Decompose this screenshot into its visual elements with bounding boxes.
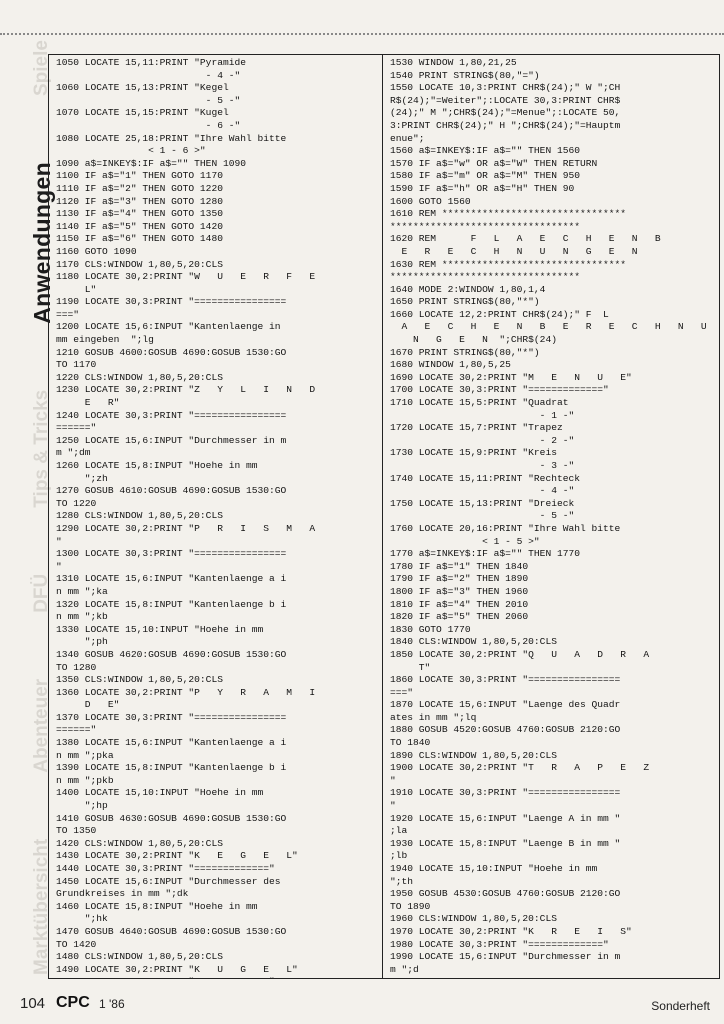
code-line: 1550 LOCATE 10,3:PRINT CHR$(24);" W ";CH xyxy=(390,82,621,94)
code-line: 1940 LOCATE 15,10:INPUT "Hoehe in mm xyxy=(390,863,598,874)
code-line: 1340 GOSUB 4620:GOSUB 4690:GOSUB 1530:GO xyxy=(56,648,287,660)
code-line: 1570 IF a$="w" OR a$="W" THEN RETURN xyxy=(390,157,598,169)
code-line: 1290 LOCATE 30,2:PRINT "P R I S M A xyxy=(56,522,316,534)
code-line: 1830 GOTO 1770 xyxy=(390,623,471,635)
code-line: ===" xyxy=(56,308,80,320)
code-line: 1530 WINDOW 1,80,21,25 xyxy=(390,57,517,68)
code-line: 1480 CLS:WINDOW 1,80,5,20:CLS xyxy=(56,951,223,963)
code-line: " xyxy=(390,800,396,812)
code-line: - 5 -" xyxy=(56,94,241,106)
code-line: TO 1420 xyxy=(56,938,97,950)
code-line: 1160 GOTO 1090 xyxy=(56,245,137,257)
code-line: 1540 PRINT STRING$(80,"=") xyxy=(390,69,540,81)
category-marktuebersicht: Marktübersicht xyxy=(31,838,52,975)
code-line: m ";d xyxy=(390,963,419,975)
code-line: 1110 IF a$="2" THEN GOTO 1220 xyxy=(56,182,223,194)
code-line: " xyxy=(390,774,396,786)
code-line: 1280 CLS:WINDOW 1,80,5,20:CLS xyxy=(56,510,223,522)
code-line: ********************************* xyxy=(390,220,580,232)
code-line: 1710 LOCATE 15,5:PRINT "Quadrat xyxy=(390,397,569,409)
listing-left-column xyxy=(49,55,383,978)
code-line: 1840 CLS:WINDOW 1,80,5,20:CLS xyxy=(390,636,557,648)
code-line: 1750 LOCATE 15,13:PRINT "Dreieck xyxy=(390,497,575,509)
code-line: 1380 LOCATE 15,6:INPUT "Kantenlaenge a i xyxy=(56,737,287,749)
code-line: mm eingeben ";lg xyxy=(56,334,154,346)
code-line: 1490 LOCATE 30,2:PRINT "K U G E L" xyxy=(56,963,298,975)
code-line: 1650 PRINT STRING$(80,"*") xyxy=(390,296,540,308)
code-line: 1190 LOCATE 30,3:PRINT "================ xyxy=(56,296,287,308)
code-line: 1580 IF a$="m" OR a$="M" THEN 950 xyxy=(390,170,580,182)
code-line: TO 1350 xyxy=(56,825,97,837)
code-line: 1730 LOCATE 15,9:PRINT "Kreis xyxy=(390,447,557,459)
basic-program-listing xyxy=(48,54,720,979)
code-line: 1390 LOCATE 15,8:INPUT "Kantenlaenge b i xyxy=(56,762,287,774)
code-line: 1050 LOCATE 15,11:PRINT "Pyramide xyxy=(56,57,246,68)
code-line: 1260 LOCATE 15,8:INPUT "Hoehe in mm xyxy=(56,460,258,471)
code-line: ";hk xyxy=(56,913,108,925)
code-line: 1610 REM ******************************** xyxy=(390,208,627,220)
code-line: 1810 IF a$="4" THEN 2010 xyxy=(390,598,529,610)
code-line: 1560 a$=INKEY$:IF a$="" THEN 1560 xyxy=(390,145,580,157)
code-line: 1330 LOCATE 15,10:INPUT "Hoehe in mm xyxy=(56,623,264,635)
category-sidebar xyxy=(0,40,55,975)
code-line: N G E N ";CHR$(24) xyxy=(390,334,557,346)
code-line: R$(24);"=Weiter";:LOCATE 30,3:PRINT CHR$ xyxy=(390,94,621,106)
code-line: ";zh xyxy=(56,472,108,484)
code-line: 1800 IF a$="3" THEN 1960 xyxy=(390,585,529,597)
code-line: 1100 IF a$="1" THEN GOTO 1170 xyxy=(56,170,223,182)
code-line: 1450 LOCATE 15,6:INPUT "Durchmesser des xyxy=(56,875,281,887)
code-line: 1630 REM ******************************** xyxy=(390,258,627,270)
issue-label: 1 '86 xyxy=(99,997,125,1011)
code-line: 1700 LOCATE 30,3:PRINT "=============" xyxy=(390,384,609,396)
code-line xyxy=(56,976,378,978)
code-line: - 4 -" xyxy=(390,485,575,497)
code-line: 1660 LOCATE 12,2:PRINT CHR$(24);" F L xyxy=(390,308,609,320)
code-line: 1670 PRINT STRING$(80,"*") xyxy=(390,346,540,358)
code-line: TO 1170 xyxy=(56,359,97,371)
code-line: TO 1220 xyxy=(56,497,97,509)
code-line: 1850 LOCATE 30,2:PRINT "Q U A D R A xyxy=(390,648,650,660)
code-line: n mm ";kb xyxy=(56,611,108,623)
code-line xyxy=(390,976,715,978)
code-line: 1720 LOCATE 15,7:PRINT "Trapez xyxy=(390,422,563,434)
code-line: Grundkreises in mm ";dk xyxy=(56,888,189,900)
code-line: - 6 -" xyxy=(56,119,241,131)
code-line: A E C H E N B E R E C H N U xyxy=(390,321,707,333)
code-line: 1070 LOCATE 15,15:PRINT "Kugel xyxy=(56,107,229,119)
code-line: E R" xyxy=(56,397,120,409)
code-line: 1300 LOCATE 30,3:PRINT "================ xyxy=(56,548,287,560)
code-line: 1590 IF a$="h" OR a$="H" THEN 90 xyxy=(390,182,575,194)
code-line: 1200 LOCATE 15,6:INPUT "Kantenlaenge in xyxy=(56,321,281,333)
code-line: 1250 LOCATE 15,6:INPUT "Durchmesser in m xyxy=(56,434,287,446)
page-number: 104 xyxy=(20,995,46,1012)
code-line: m ";dm xyxy=(56,447,91,459)
code-line: 1760 LOCATE 20,16:PRINT "Ihre Wahl bitte xyxy=(390,522,621,534)
code-line: 1620 REM F L A E C H E N B xyxy=(390,233,661,245)
code-line: 1210 GOSUB 4600:GOSUB 4690:GOSUB 1530:GO xyxy=(56,346,287,358)
code-line: 1860 LOCATE 30,3:PRINT "================ xyxy=(390,674,621,686)
code-line: 1080 LOCATE 25,18:PRINT "Ihre Wahl bitte xyxy=(56,132,287,144)
code-line: 1640 MODE 2:WINDOW 1,80,1,4 xyxy=(390,283,546,295)
code-line: 3:PRINT CHR$(24);" H ";CHR$(24);"=Hauptm xyxy=(390,119,621,131)
code-line: < 1 - 6 >" xyxy=(56,145,206,157)
code-line: 1960 CLS:WINDOW 1,80,5,20:CLS xyxy=(390,913,557,925)
category-abenteuer: Abenteuer xyxy=(31,678,52,773)
category-spiele: Spiele xyxy=(31,40,52,97)
code-line: 1990 LOCATE 15,6:INPUT "Durchmesser in m xyxy=(390,951,621,963)
code-line: TO 1280 xyxy=(56,661,97,673)
code-line: D E" xyxy=(56,699,120,711)
code-line: 1440 LOCATE 30,3:PRINT "=============" xyxy=(56,863,275,874)
listing-right-column xyxy=(383,55,719,978)
code-line: ===" xyxy=(390,686,414,698)
code-line: ;la xyxy=(390,825,408,837)
code-line: 1790 IF a$="2" THEN 1890 xyxy=(390,573,529,585)
code-line: 1890 CLS:WINDOW 1,80,5,20:CLS xyxy=(390,749,557,761)
code-line: 1430 LOCATE 30,2:PRINT "K E G E L" xyxy=(56,850,298,862)
code-line: " xyxy=(56,535,62,547)
code-line: 1740 LOCATE 15,11:PRINT "Rechteck xyxy=(390,472,580,484)
code-line: 1130 IF a$="4" THEN GOTO 1350 xyxy=(56,208,223,220)
code-line: 1420 CLS:WINDOW 1,80,5,20:CLS xyxy=(56,837,223,849)
code-line: 1950 GOSUB 4530:GOSUB 4760:GOSUB 2120:GO xyxy=(390,888,621,900)
code-line: 1910 LOCATE 30,3:PRINT "================ xyxy=(390,787,621,799)
code-line: 1150 IF a$="6" THEN GOTO 1480 xyxy=(56,233,223,245)
code-line: 1600 GOTO 1560 xyxy=(390,195,471,207)
code-line: 1680 WINDOW 1,80,5,25 xyxy=(390,359,511,371)
code-line: 1350 CLS:WINDOW 1,80,5,20:CLS xyxy=(56,674,223,686)
code-line: 1820 IF a$="5" THEN 2060 xyxy=(390,611,529,623)
code-line: 1970 LOCATE 30,2:PRINT "K R E I S" xyxy=(390,925,632,937)
code-line: 1920 LOCATE 15,6:INPUT "Laenge A in mm " xyxy=(390,812,621,824)
code-line: ";ph xyxy=(56,636,108,648)
category-tips-tricks: Tips & Tricks xyxy=(31,389,52,508)
code-line: L" xyxy=(56,283,97,295)
code-line: - 3 -" xyxy=(390,460,575,471)
code-line: 1930 LOCATE 15,8:INPUT "Laenge B in mm " xyxy=(390,837,621,849)
code-line: E R E C H N U N G E N xyxy=(390,245,638,257)
code-line: - 1 -" xyxy=(390,409,575,421)
code-line: ======" xyxy=(56,724,97,736)
code-line: ";hp xyxy=(56,800,108,812)
code-line: TO 1890 xyxy=(390,900,431,912)
code-line: enue"; xyxy=(390,132,425,144)
code-line: " xyxy=(56,560,62,572)
code-line: 1780 IF a$="1" THEN 1840 xyxy=(390,560,529,572)
code-line: 1690 LOCATE 30,2:PRINT "M E N U E" xyxy=(390,371,632,383)
code-line: 1360 LOCATE 30,2:PRINT "P Y R A M I xyxy=(56,686,316,698)
code-line: n mm ";pkb xyxy=(56,774,114,786)
code-line: 1870 LOCATE 15,6:INPUT "Laenge des Quadr xyxy=(390,699,621,711)
code-line: - 5 -" xyxy=(390,510,575,522)
category-dfue: DFÜ xyxy=(31,573,52,613)
page-footer xyxy=(0,995,724,1015)
code-line: 1470 GOSUB 4640:GOSUB 4690:GOSUB 1530:GO xyxy=(56,925,287,937)
edition-label: Sonderheft xyxy=(651,999,710,1013)
code-line: 1240 LOCATE 30,3:PRINT "================ xyxy=(56,409,287,421)
code-line: ********************************* xyxy=(390,271,580,283)
code-line: 1900 LOCATE 30,2:PRINT "T R A P E Z xyxy=(390,762,650,774)
code-line: 1090 a$=INKEY$:IF a$="" THEN 1090 xyxy=(56,157,246,169)
code-line: 1270 GOSUB 4610:GOSUB 4690:GOSUB 1530:GO xyxy=(56,485,287,497)
code-line: 1120 IF a$="3" THEN GOTO 1280 xyxy=(56,195,223,207)
code-line: n mm ";ka xyxy=(56,585,108,597)
code-line: 1310 LOCATE 15,6:INPUT "Kantenlaenge a i xyxy=(56,573,287,585)
code-line: ======" xyxy=(56,422,97,434)
code-line: - 4 -" xyxy=(56,69,241,81)
code-line: 1400 LOCATE 15,10:INPUT "Hoehe in mm xyxy=(56,787,264,799)
code-line: 1980 LOCATE 30,3:PRINT "=============" xyxy=(390,938,609,950)
top-dotted-rule xyxy=(0,33,724,35)
code-line: 1170 CLS:WINDOW 1,80,5,20:CLS xyxy=(56,258,223,270)
code-line: ates in mm ";lq xyxy=(390,711,477,723)
code-line: ;lb xyxy=(390,850,408,862)
code-line: TO 1840 xyxy=(390,737,431,749)
category-anwendungen-active: Anwendungen xyxy=(28,162,55,324)
code-line: - 2 -" xyxy=(390,434,575,446)
code-line: (24);" M ";CHR$(24);"=Menue";:LOCATE 50, xyxy=(390,107,621,119)
code-line: 1410 GOSUB 4630:GOSUB 4690:GOSUB 1530:GO xyxy=(56,812,287,824)
code-line: ";th xyxy=(390,875,414,887)
code-line: 1060 LOCATE 15,13:PRINT "Kegel xyxy=(56,82,229,94)
code-line: < 1 - 5 >" xyxy=(390,535,540,547)
code-line: 1460 LOCATE 15,8:INPUT "Hoehe in mm xyxy=(56,900,258,912)
code-line: 1230 LOCATE 30,2:PRINT "Z Y L I N D xyxy=(56,384,316,396)
code-line: 1370 LOCATE 30,3:PRINT "================ xyxy=(56,711,287,723)
code-line: 1320 LOCATE 15,8:INPUT "Kantenlaenge b i xyxy=(56,598,287,610)
code-line: 1140 IF a$="5" THEN GOTO 1420 xyxy=(56,220,223,232)
code-line: 1770 a$=INKEY$:IF a$="" THEN 1770 xyxy=(390,548,580,560)
code-line: 1220 CLS:WINDOW 1,80,5,20:CLS xyxy=(56,371,223,383)
code-line: T" xyxy=(390,661,431,673)
code-line: 1880 GOSUB 4520:GOSUB 4760:GOSUB 2120:GO xyxy=(390,724,621,736)
magazine-logo: CPC xyxy=(56,994,90,1011)
code-line: 1180 LOCATE 30,2:PRINT "W U E R F E xyxy=(56,271,316,283)
code-line: n mm ";pka xyxy=(56,749,114,761)
